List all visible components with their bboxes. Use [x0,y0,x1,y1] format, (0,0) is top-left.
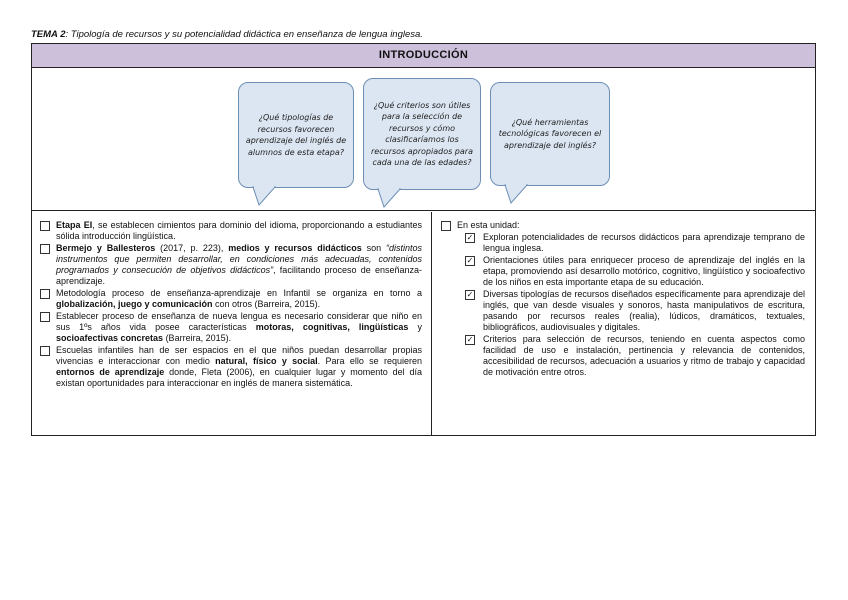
checked-checkbox-icon: ✓ [466,233,474,242]
item-text: . Para ello se requieren [317,356,422,366]
list-item [40,220,422,242]
list-item [40,311,422,344]
sub-item-text: Diversas tipologías de recursos diseñados específicamente para aprendizaje del inglés, que van desde visuales y sonoros, hasta manipulativos de escritura, pasando por recursos reales (realia), lúdicos, dramáticos, textuales, bibliográficos, audiovisuales y digitales. [483,289,805,332]
bubble-tail-icon [378,189,418,209]
sub-item-text: Orientaciones útiles para enriquecer proceso de aprendizaje del inglés en la etapa, promoviendo así desarrollo motórico, cognitivo, lingüístico y socioafectivo de los niños en esta importante etapa de su educación. [483,255,805,287]
sub-item [441,232,805,254]
item-text: Escuelas infantiles han de ser espacios en el que niños puedan desarrollar propias vivencias e interaccionar con medio [56,345,422,366]
item-text: Metodología proceso de enseñanza-aprendizaje en Infantil se organiza en torno a [56,288,422,298]
item-bold: entornos de aprendizaje [56,367,165,377]
question-text-3: ¿Qué herramientas tecnológicas favorecen el aprendizaje del inglés? [498,117,602,150]
sub-item [441,289,805,333]
item-bold: natural, físico y social [215,356,318,366]
item-text: , facilitando proceso de enseñanza-aprendizaje. [56,265,422,286]
list-item [40,345,422,389]
item-quote: “distintos instrumentos que permiten desarrollar, en condiciones más adecuadas, contenidos programados y consecución de objetivos didácticos” [56,243,423,275]
title-text: : Tipología de recursos y su potencialidad didáctica en enseñanza de lengua inglesa. [65,29,423,40]
question-bubble-2 [363,78,481,190]
item-text: con otros (Barreira, 2015). [212,299,321,309]
item-bold: Etapa EI [56,220,93,230]
item-text: son [361,243,386,253]
questions-row [32,68,815,211]
checkbox-icon [441,221,451,231]
checkbox-icon [40,289,50,299]
item-text: y [408,322,422,332]
checkbox-icon [40,244,50,254]
bubble-tail-icon [253,187,293,207]
checkbox-icon [40,346,50,356]
sub-item-text: Criterios para selección de recursos, teniendo en cuenta aspectos como facilidad de uso e instalación, pertinencia y relevancia de contenidos, accesibilidad de recursos, adecuación a usuarios y ritmo de trabajo y capacidad de motivación entre otros. [483,334,805,377]
question-text-1: ¿Qué tipologías de recursos favorecen aprendizaje del inglés de alumnos de esta etapa? [245,113,347,157]
list-item [40,243,422,287]
sub-item [441,334,805,378]
item-text: Establecer proceso de enseñanza de nueva lengua es necesario considerar que niño en sus 1ºs años vida posee características [56,311,422,332]
item-text: (Barreira, 2015). [163,333,232,343]
right-column [432,212,815,435]
checked-checkbox-icon: ✓ [466,290,474,299]
unit-intro [441,220,805,231]
bubble-tail-icon [505,185,545,205]
item-bold: globalización, juego y comunicación [56,299,213,309]
question-bubble-3 [490,82,610,186]
checked-checkbox-icon: ✓ [466,256,474,265]
sub-item-text: Exploran potencialidades de recursos didácticos para aprendizaje temprano de lengua inglesa. [483,232,805,253]
item-bold: medios y recursos didácticos [228,243,362,253]
checkbox-icon [40,312,50,322]
summary-table [31,43,816,436]
checked-checkbox-icon: ✓ [466,335,474,344]
section-header: INTRODUCCIÓN [32,44,815,68]
item-text: donde, Fleta (2006), en cualquier lugar y momento del día existan oportunidades para interaccionar en inglés de manera sistemática. [56,367,422,388]
page-title [31,29,423,40]
item-text: , se establecen cimientos para dominio del idioma, proporcionando a estudiantes sólida introducción lingüística. [56,220,423,241]
title-prefix: TEMA 2 [31,29,66,40]
item-bold: motoras, cognitivas, lingüísticas [255,322,409,332]
intro-text: En esta unidad: [457,220,520,230]
question-text-2: ¿Qué criterios son útiles para la selección de recursos y cómo clasificaríamos los recursos apropiados para cada una de las edades? [371,100,473,167]
item-bold: Bermejo y Ballesteros [56,243,156,253]
item-text: (2017, p. 223), [155,243,229,253]
left-column [32,212,432,435]
question-bubble-1 [238,82,354,188]
sub-item [441,255,805,288]
list-item [40,288,422,310]
checkbox-icon [40,221,50,231]
item-bold: socioafectivas concretas [56,333,164,343]
